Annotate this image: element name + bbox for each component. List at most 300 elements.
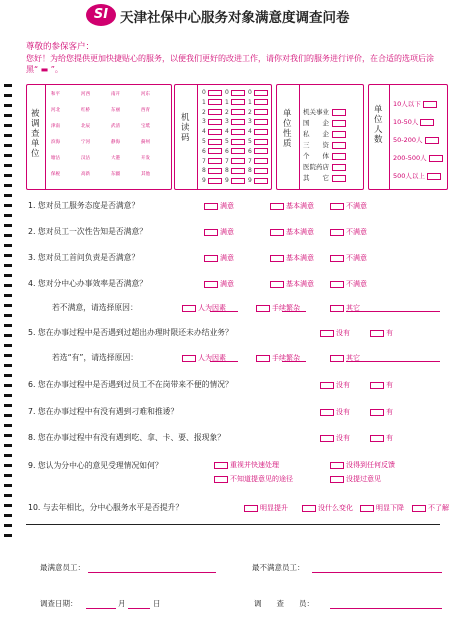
timing-mark: [4, 284, 12, 287]
nature-option-label: 医院药店: [303, 163, 329, 171]
bubble-box: [254, 139, 268, 145]
digit-label: 6: [225, 147, 229, 155]
timing-marks: [4, 84, 12, 544]
unit-option-label: 保税: [51, 172, 60, 177]
question-text: 3. 您对员工首问负责是否满意？: [28, 253, 140, 262]
follow-up-prompt: 若选“有”，请选择原因：: [52, 353, 139, 362]
digit-bubble[interactable]: [248, 109, 268, 116]
digit-bubble[interactable]: [248, 167, 268, 174]
unit-option[interactable]: [141, 171, 150, 177]
unit-option-label: 大港: [111, 156, 120, 161]
size-option[interactable]: [393, 171, 443, 180]
bubble-box: [332, 175, 346, 182]
bubble-box: [320, 382, 334, 389]
bubble-box: [423, 101, 437, 108]
bubble-box: [360, 505, 374, 512]
unit-option[interactable]: [81, 139, 90, 145]
answer-option[interactable]: [330, 201, 367, 211]
answer-option-label: 有: [386, 329, 393, 337]
size-option-label: 500人以上: [393, 172, 425, 180]
reason-line: [346, 311, 440, 312]
digit-label: 7: [202, 157, 206, 165]
reason-line: [346, 361, 440, 362]
unit-nature-label: 单位性质: [283, 109, 292, 149]
answer-option[interactable]: [412, 503, 449, 513]
timing-mark: [4, 494, 12, 497]
answer-option[interactable]: [370, 407, 393, 417]
digit-bubble[interactable]: [248, 148, 268, 155]
answer-option[interactable]: [370, 433, 393, 443]
digit-bubble[interactable]: [202, 167, 222, 174]
answer-option-label: 基本满意: [286, 280, 314, 288]
unit-option[interactable]: [111, 123, 120, 129]
bubble-box: [231, 119, 245, 125]
surveyor-label: 调 查 员：: [254, 599, 314, 608]
digit-bubble[interactable]: [202, 148, 222, 155]
reason-line: [282, 311, 306, 312]
nature-option-label: 三 资: [303, 141, 329, 149]
unit-option[interactable]: [111, 91, 120, 97]
digit-bubble[interactable]: [248, 158, 268, 165]
timing-mark: [4, 404, 12, 407]
unit-option[interactable]: [51, 107, 60, 113]
digit-label: 2: [248, 108, 252, 116]
size-option[interactable]: [393, 135, 441, 144]
digit-label: 0: [248, 89, 252, 96]
digit-label: 4: [225, 128, 229, 136]
unit-option-label: 武清: [111, 124, 120, 129]
digit-bubble[interactable]: [202, 109, 222, 116]
divider: [299, 85, 300, 189]
size-option-label: 10人以下: [393, 100, 421, 108]
unit-option-label: 宝坻: [141, 124, 150, 129]
bubble-box: [182, 305, 196, 312]
answer-option[interactable]: [320, 328, 350, 338]
digit-bubble[interactable]: [248, 118, 268, 125]
unit-option-label: 和平: [51, 92, 60, 97]
nature-option-label: 机关事业: [303, 108, 329, 116]
digit-bubble[interactable]: [225, 148, 245, 155]
unit-option[interactable]: [51, 139, 60, 145]
timing-mark: [4, 124, 12, 127]
timing-mark: [4, 334, 12, 337]
answer-option-label: 没有: [336, 434, 350, 442]
answer-option[interactable]: [330, 279, 367, 289]
unit-option[interactable]: [141, 155, 150, 161]
reason-option-label: 人为因素: [198, 304, 226, 312]
answer-option[interactable]: [320, 407, 350, 417]
answer-option[interactable]: [270, 201, 314, 211]
answer-option[interactable]: [330, 253, 367, 263]
bubble-box: [208, 109, 222, 115]
digit-bubble[interactable]: [248, 138, 268, 145]
bubble-box: [231, 109, 245, 115]
reason-line: [210, 361, 238, 362]
timing-mark: [4, 474, 12, 477]
question-text: 2. 您对员工一次性告知是否满意？: [28, 227, 148, 236]
divider: [45, 85, 46, 189]
answer-option-label: 满意: [220, 280, 234, 288]
digit-bubble[interactable]: [202, 138, 222, 145]
timing-mark: [4, 364, 12, 367]
digit-bubble[interactable]: [225, 109, 245, 116]
bubble-box: [254, 178, 268, 184]
digit-bubble[interactable]: [248, 89, 268, 96]
unit-option-label: 津南: [51, 124, 60, 129]
unit-option[interactable]: [51, 171, 60, 177]
reason-option-label: 其它: [346, 304, 360, 312]
unit-option[interactable]: [141, 91, 150, 97]
answer-option[interactable]: [370, 380, 393, 390]
bubble-box: [254, 158, 268, 164]
most-satisfied-label: 最满意员工：: [40, 563, 85, 572]
bubble-box: [332, 120, 346, 127]
timing-mark: [4, 294, 12, 297]
timing-mark: [4, 394, 12, 397]
surveyor-field[interactable]: [330, 608, 442, 609]
unit-option[interactable]: [81, 171, 90, 177]
unit-option[interactable]: [111, 139, 120, 145]
timing-mark: [4, 234, 12, 237]
unit-option-label: 西青: [141, 108, 150, 113]
digit-label: 5: [248, 138, 252, 145]
timing-mark: [4, 504, 12, 507]
answer-option-label: 明显下降: [376, 504, 404, 512]
bubble-box: [231, 90, 245, 96]
unit-option[interactable]: [81, 107, 90, 113]
unit-option-label: 蓟州: [141, 140, 150, 145]
size-option-label: 200-500人: [393, 154, 427, 162]
answer-option[interactable]: [244, 503, 288, 513]
timing-mark: [4, 94, 12, 97]
digit-bubble[interactable]: [225, 89, 245, 96]
digit-label: 5: [225, 138, 229, 145]
digit-bubble[interactable]: [225, 99, 245, 106]
timing-mark: [4, 354, 12, 357]
unit-option-label: 河西: [81, 92, 90, 97]
timing-mark: [4, 154, 12, 157]
answer-option[interactable]: [330, 474, 381, 484]
unit-option-label: 北辰: [81, 124, 90, 129]
timing-mark: [4, 214, 12, 217]
bubble-box: [254, 148, 268, 154]
question-text: 1. 您对员工服务态度是否满意？: [28, 201, 140, 210]
bubble-box: [182, 355, 196, 362]
bubble-box: [231, 158, 245, 164]
unit-option[interactable]: [51, 91, 60, 97]
digit-label: 3: [225, 118, 229, 126]
answer-option-label: 基本满意: [286, 202, 314, 210]
bubble-box: [332, 131, 346, 138]
unit-option[interactable]: [81, 91, 90, 97]
month-label: 月: [118, 599, 126, 608]
answer-option-label: 有: [386, 434, 393, 442]
answer-option-label: 满意: [220, 202, 234, 210]
timing-mark: [4, 274, 12, 277]
bubble-box: [330, 203, 344, 210]
bubble-box: [320, 435, 334, 442]
unit-option[interactable]: [111, 107, 120, 113]
unit-option[interactable]: [81, 123, 90, 129]
unit-option-label: 开发: [141, 156, 150, 161]
timing-mark: [4, 304, 12, 307]
unit-option[interactable]: [141, 139, 150, 145]
question-text: 5. 您在办事过程中是否遇到过超出办理时限还未办结业务？: [28, 328, 233, 337]
least-satisfied-field[interactable]: [312, 572, 442, 573]
digit-label: 0: [225, 89, 229, 96]
unit-option-label: 南开: [111, 92, 120, 97]
digit-label: 8: [248, 167, 252, 175]
bubble-box: [208, 168, 222, 174]
size-option[interactable]: [393, 99, 439, 108]
bubble-box: [332, 164, 346, 171]
bubble-box: [208, 148, 222, 154]
answer-option-label: 不满意: [346, 202, 367, 210]
answer-option-label: 不了解: [428, 504, 449, 512]
digit-bubble[interactable]: [225, 138, 245, 145]
bubble-box: [332, 153, 346, 160]
answer-option-label: 没有: [336, 381, 350, 389]
least-satisfied-label: 最不满意员工：: [252, 563, 305, 572]
timing-mark: [4, 114, 12, 117]
digit-label: 9: [225, 177, 229, 185]
unit-option[interactable]: [141, 107, 150, 113]
unit-option[interactable]: [141, 123, 150, 129]
bubble-box: [330, 355, 344, 362]
unit-option[interactable]: [111, 171, 120, 177]
divider: [389, 85, 390, 189]
day-label: 日: [153, 599, 161, 608]
answer-option[interactable]: [330, 227, 367, 237]
digit-label: 0: [202, 89, 206, 96]
unit-option-label: 河北: [51, 108, 60, 113]
digit-bubble[interactable]: [202, 89, 222, 96]
digit-label: 1: [225, 98, 229, 106]
digit-bubble[interactable]: [202, 128, 222, 135]
bubble-box: [330, 305, 344, 312]
answer-option[interactable]: [270, 279, 314, 289]
bubble-box: [214, 476, 228, 483]
nature-option-label: 私 企: [303, 130, 329, 138]
digit-bubble[interactable]: [225, 167, 245, 174]
timing-mark: [4, 464, 12, 467]
bubble-box: [370, 382, 384, 389]
nature-option[interactable]: [303, 151, 348, 160]
follow-up-prompt: 若不满意，请选择原因：: [52, 303, 138, 312]
bubble-box: [270, 281, 284, 288]
answer-option-label: 明显提升: [260, 504, 288, 512]
bubble-box: [231, 129, 245, 135]
nature-option-label: 其 它: [303, 174, 329, 182]
answer-option[interactable]: [204, 253, 234, 263]
digit-bubble[interactable]: [225, 158, 245, 165]
digit-bubble[interactable]: [225, 118, 245, 125]
timing-mark: [4, 104, 12, 107]
bubble-box: [254, 129, 268, 135]
digit-bubble[interactable]: [225, 177, 245, 184]
digit-bubble[interactable]: [248, 177, 268, 184]
question-text: 9. 您认为分中心的意见受理情况如何？: [28, 461, 163, 470]
separator: [26, 524, 440, 525]
timing-mark: [4, 134, 12, 137]
timing-mark: [4, 314, 12, 317]
bubble-box: [231, 178, 245, 184]
unit-option[interactable]: [51, 155, 60, 161]
answer-option[interactable]: [330, 460, 395, 470]
reason-option-label: 其它: [346, 354, 360, 362]
answer-option[interactable]: [320, 380, 350, 390]
digit-label: 4: [202, 128, 206, 136]
nature-option[interactable]: [303, 162, 348, 171]
unit-option-label: 红桥: [81, 108, 90, 113]
answer-option-label: 不满意: [346, 280, 367, 288]
bubble-box: [208, 178, 222, 184]
bubble-box: [427, 173, 441, 180]
digit-bubble[interactable]: [202, 158, 222, 165]
answer-option[interactable]: [360, 503, 404, 513]
bubble-box: [254, 90, 268, 96]
unit-option-label: 静海: [111, 140, 120, 145]
answer-option[interactable]: [214, 474, 293, 484]
intro-text: 您好！为给您提供更加快捷贴心的服务，以便我们更好的改进工作，请你对我们的服务进行评价，在合适的选项后涂黑“ ▬ ”。: [26, 54, 434, 74]
answer-option-label: 不满意: [346, 228, 367, 236]
bubble-box: [208, 139, 222, 145]
timing-mark: [4, 454, 12, 457]
unit-option-label: 滨海: [51, 140, 60, 145]
size-option-label: 50-200人: [393, 136, 423, 144]
answer-option[interactable]: [320, 433, 350, 443]
unit-option[interactable]: [81, 155, 90, 161]
date-day-field[interactable]: [128, 608, 150, 609]
answer-option[interactable]: [204, 201, 234, 211]
bubble-box: [412, 505, 426, 512]
answer-option[interactable]: [204, 279, 234, 289]
digit-bubble[interactable]: [248, 99, 268, 106]
survey-date-label: 调查日期：: [40, 599, 78, 608]
answer-option-label: 没提过意见: [346, 475, 381, 483]
timing-mark: [4, 524, 12, 527]
answer-option[interactable]: [204, 227, 234, 237]
bubble-box: [254, 109, 268, 115]
digit-label: 2: [202, 108, 206, 116]
digit-label: 3: [202, 118, 206, 126]
timing-mark: [4, 434, 12, 437]
timing-mark: [4, 144, 12, 147]
size-option[interactable]: [393, 117, 436, 126]
question-text: 4. 您对分中心办事效率是否满意？: [28, 279, 148, 288]
timing-mark: [4, 324, 12, 327]
answer-option[interactable]: [214, 460, 279, 470]
nature-option[interactable]: [303, 140, 348, 149]
most-satisfied-field[interactable]: [88, 572, 216, 573]
bubble-box: [320, 409, 334, 416]
size-option[interactable]: [393, 153, 445, 162]
bubble-box: [254, 99, 268, 105]
unit-option-label: 河东: [141, 92, 150, 97]
unit-label: 被调查单位: [31, 109, 40, 159]
bubble-box: [330, 462, 344, 469]
bubble-box: [208, 99, 222, 105]
unit-size-panel: [368, 84, 448, 190]
nature-option[interactable]: [303, 107, 348, 116]
unit-option[interactable]: [111, 155, 120, 161]
bubble-box: [270, 203, 284, 210]
timing-mark: [4, 424, 12, 427]
reason-line: [282, 361, 306, 362]
digit-label: 5: [202, 138, 206, 145]
timing-mark: [4, 444, 12, 447]
unit-option-label: 高新: [81, 172, 90, 177]
answer-option[interactable]: [370, 328, 393, 338]
digit-label: 8: [225, 167, 229, 175]
bubble-box: [320, 330, 334, 337]
answer-option-label: 满意: [220, 228, 234, 236]
bubble-box: [231, 99, 245, 105]
digit-label: 9: [248, 177, 252, 185]
answer-option[interactable]: [270, 253, 314, 263]
timing-mark: [4, 164, 12, 167]
digit-bubble[interactable]: [202, 118, 222, 125]
bubble-box: [420, 119, 434, 126]
unit-option[interactable]: [51, 123, 60, 129]
size-option-label: 10-50人: [393, 118, 419, 126]
date-month-field[interactable]: [86, 608, 116, 609]
digit-label: 6: [202, 147, 206, 155]
unit-option-label: 东疆: [111, 172, 120, 177]
unit-nature-panel: [276, 84, 364, 190]
bubble-box: [231, 168, 245, 174]
digit-label: 6: [248, 147, 252, 155]
nature-option[interactable]: [303, 129, 348, 138]
digit-bubble[interactable]: [248, 128, 268, 135]
answer-option-label: 没什么变化: [318, 504, 353, 512]
bubble-box: [429, 155, 443, 162]
answer-option-label: 满意: [220, 254, 234, 262]
digit-label: 4: [248, 128, 252, 136]
bubble-box: [256, 305, 270, 312]
nature-option[interactable]: [303, 173, 348, 182]
unit-option-label: 汉沽: [81, 156, 90, 161]
bubble-box: [254, 168, 268, 174]
digit-label: 2: [225, 108, 229, 116]
answer-option[interactable]: [270, 227, 314, 237]
question-text: 6. 您在办事过程中是否遇到过员工不在岗带来不便的情况？: [28, 380, 233, 389]
bubble-box: [302, 505, 316, 512]
bubble-box: [330, 476, 344, 483]
digit-bubble[interactable]: [225, 128, 245, 135]
unit-option-label: 东丽: [111, 108, 120, 113]
digit-label: 8: [202, 167, 206, 175]
answer-option[interactable]: [302, 503, 353, 513]
reason-option-label: 手续繁杂: [272, 354, 300, 362]
digit-label: 3: [248, 118, 252, 126]
bubble-box: [244, 505, 258, 512]
bubble-box: [332, 142, 346, 149]
page-title: 天津社保中心服务对象满意度调查问卷: [120, 10, 350, 26]
answer-option-label: 有: [386, 408, 393, 416]
answer-option-label: 基本满意: [286, 228, 314, 236]
timing-mark: [4, 174, 12, 177]
bubble-box: [214, 462, 228, 469]
timing-mark: [4, 384, 12, 387]
nature-option[interactable]: [303, 118, 348, 127]
bubble-box: [231, 148, 245, 154]
answer-option-label: 不满意: [346, 254, 367, 262]
greeting: 尊敬的参保客户：: [26, 42, 95, 52]
digit-bubble[interactable]: [202, 99, 222, 106]
digit-bubble[interactable]: [202, 177, 222, 184]
bubble-box: [208, 90, 222, 96]
